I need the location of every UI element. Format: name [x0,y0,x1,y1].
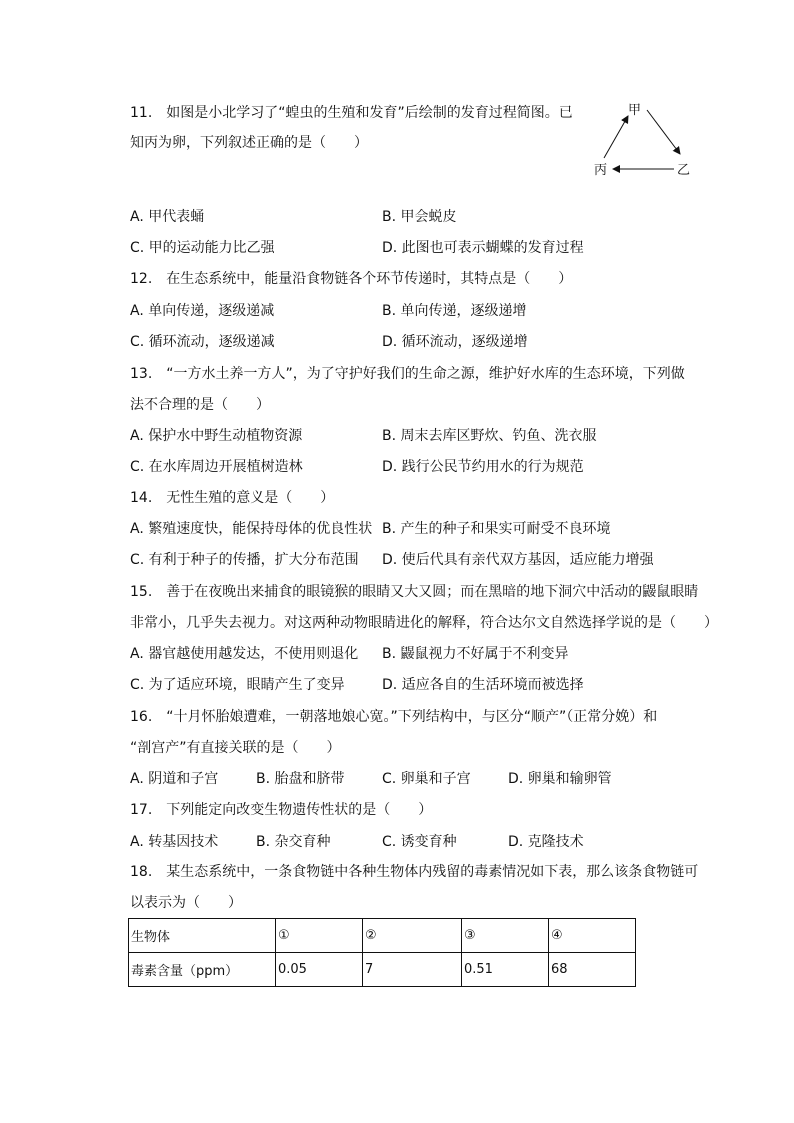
table-cell-value-4: 68 [549,953,636,987]
table-cell-value-1: 0.05 [276,953,363,987]
table-cell-value-3: 0.51 [462,953,549,987]
arrow-bing-to-jia [604,116,628,158]
q17-stem-line1: 17. 下列能定向改变生物遗传性状的是（ ） [130,802,433,818]
arrow-jia-to-yi [647,110,680,154]
q11-stem-line1: 11. 如图是小北学习了“蝗虫的生殖和发育”后绘制的发育过程简图。已 [130,105,573,121]
table-header-2: ② [363,919,462,953]
q12-option-c: C. 循环流动，逐级递减 [130,334,275,350]
q17-option-c: C. 诱变育种 [382,834,457,850]
q14-option-c: C. 有利于种子的传播，扩大分布范围 [130,552,359,568]
q14-option-a: A. 繁殖速度快，能保持母体的优良性状 [130,521,373,537]
q17-option-d: D. 克隆技术 [508,834,584,850]
q16-option-c: C. 卵巢和子宫 [382,771,471,787]
q13-stem-line2: 法不合理的是（ ） [130,397,270,413]
q17-option-b: B. 杂交育种 [256,834,331,850]
q16-option-a: A. 阴道和子宫 [130,771,219,787]
table-header-4: ④ [549,919,636,953]
q15-option-d: D. 适应各自的生活环境而被选择 [382,677,584,693]
table-cell-value-2: 7 [363,953,462,987]
q12-option-b: B. 单向传递，逐级递增 [382,303,527,319]
q16-stem-line1: 16. “十月怀胎娘遭难，一朝落地娘心宽。”下列结构中，与区分“顺产”（正常分娩）和 [130,709,658,725]
q12-option-a: A. 单向传递，逐级递减 [130,303,275,319]
table-header-organism: 生物体 [129,919,276,953]
diagram-label-bing: 丙 [594,163,608,178]
q12-option-d: D. 循环流动，逐级递增 [382,334,528,350]
q13-option-c: C. 在水库周边开展植树造林 [130,459,303,475]
q15-option-b: B. 鼹鼠视力不好属于不利变异 [382,646,569,662]
diagram-label-jia: 甲 [628,103,642,118]
q14-option-b: B. 产生的种子和果实可耐受不良环境 [382,521,611,537]
q15-stem-line1: 15. 善于在夜晚出来捕食的眼镜猴的眼睛又大又圆；而在黑暗的地下洞穴中活动的鼹鼠眼睛 [130,584,699,600]
development-cycle-diagram [588,96,700,182]
table-cell-toxin-label: 毒素含量（ppm） [129,953,276,987]
q14-option-d: D. 使后代具有亲代双方基因，适应能力增强 [382,552,654,568]
table-header-1: ① [276,919,363,953]
diagram-label-yi: 乙 [677,163,691,178]
q18-stem-line2: 以表示为（ ） [130,895,242,911]
table-header-3: ③ [462,919,549,953]
q15-option-a: A. 器官越使用越发达，不使用则退化 [130,646,359,662]
q11-option-c: C. 甲的运动能力比乙强 [130,240,275,256]
q11-option-b: B. 甲会蜕皮 [382,209,457,225]
table-header-row [129,919,636,953]
q12-stem-line1: 12. 在生态系统中，能量沿食物链各个环节传递时，其特点是（ ） [130,271,573,287]
q15-option-c: C. 为了适应环境，眼睛产生了变异 [130,677,345,693]
q15-stem-line2: 非常小，几乎失去视力。对这两种动物眼睛进化的解释，符合达尔文自然选择学说的是（ ） [130,615,718,631]
q11-option-a: A. 甲代表蛹 [130,209,205,225]
q14-stem-line1: 14. 无性生殖的意义是（ ） [130,490,335,506]
q13-stem-line1: 13. “一方水土养一方人”，为了守护好我们的生命之源，维护好水库的生态环境，下列做 [130,366,685,382]
q11-stem-line2: 知丙为卵，下列叙述正确的是（ ） [130,135,368,151]
toxin-table [128,918,636,987]
q17-option-a: A. 转基因技术 [130,834,219,850]
q11-option-d: D. 此图也可表示蝴蝶的发育过程 [382,240,584,256]
q16-stem-line2: “剖宫产”有直接关联的是（ ） [130,740,341,756]
q16-option-d: D. 卵巢和输卵管 [508,771,612,787]
q16-option-b: B. 胎盘和脐带 [256,771,345,787]
q13-option-a: A. 保护水中野生动植物资源 [130,428,303,444]
q13-option-b: B. 周末去库区野炊、钓鱼、洗衣服 [382,428,597,444]
q13-option-d: D. 践行公民节约用水的行为规范 [382,459,584,475]
q18-stem-line1: 18. 某生态系统中，一条食物链中各种生物体内残留的毒素情况如下表，那么该条食物链可 [130,864,699,880]
table-row [129,953,636,987]
